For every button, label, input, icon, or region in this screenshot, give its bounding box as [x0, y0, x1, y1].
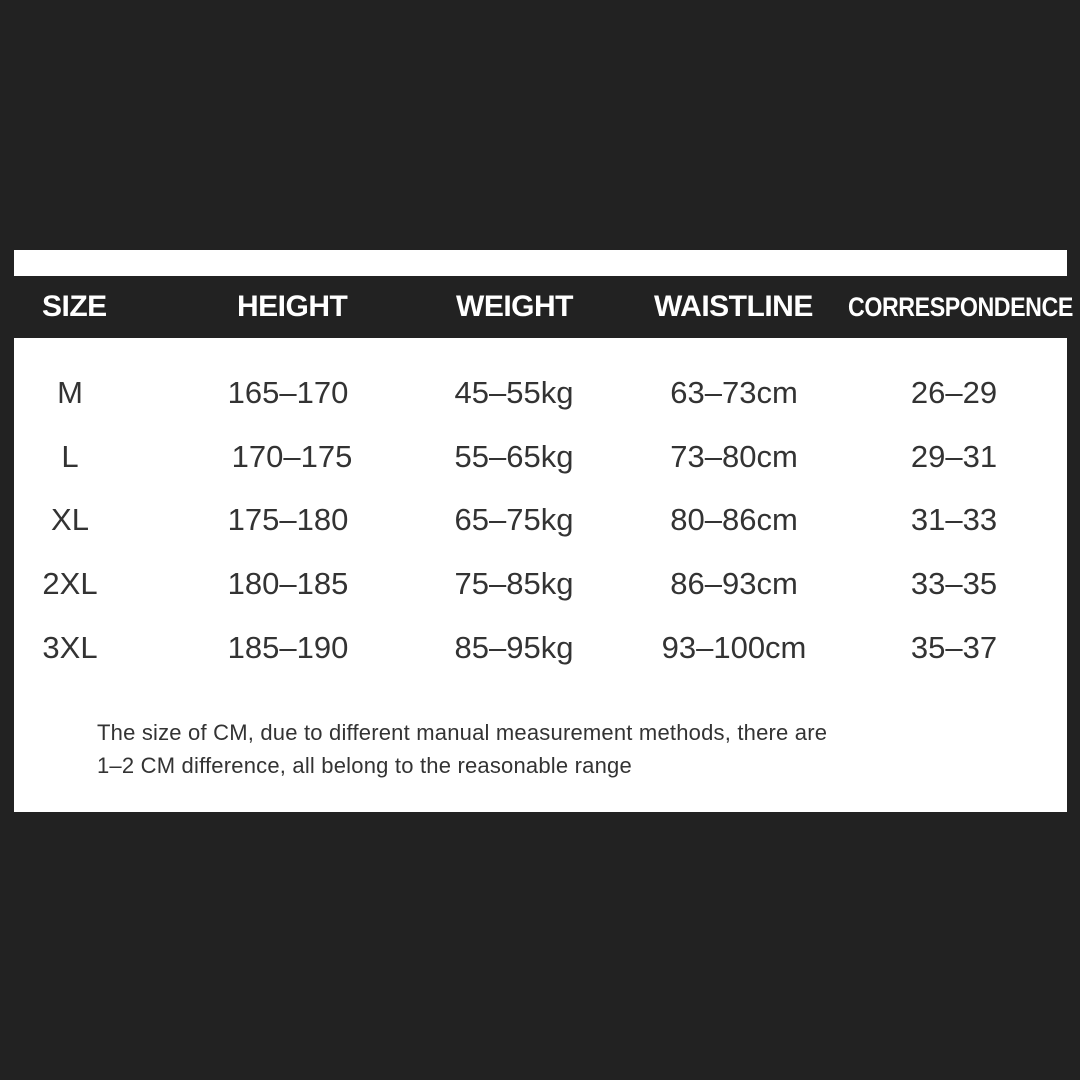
cell-size: 3XL	[42, 630, 98, 665]
cell-size: M	[57, 375, 83, 410]
top-white-strip	[14, 250, 1067, 276]
cell-size: XL	[51, 502, 89, 537]
table-row	[14, 433, 1067, 481]
cell-waistline: 80–86cm	[670, 502, 798, 537]
table-row	[14, 624, 1067, 672]
cell-weight: 45–55kg	[454, 375, 574, 410]
cell-weight: 85–95kg	[454, 630, 574, 665]
cell-height: 180–185	[227, 566, 349, 601]
cell-waistline: 63–73cm	[670, 375, 798, 410]
cell-weight: 75–85kg	[454, 566, 574, 601]
cell-correspondence: 26–29	[910, 375, 998, 410]
cell-correspondence: 29–31	[910, 439, 998, 474]
cell-correspondence: 31–33	[910, 502, 998, 537]
header-height: HEIGHT	[237, 290, 348, 323]
cell-waistline: 86–93cm	[670, 566, 798, 601]
note-line-1: The size of CM, due to different manual measurement methods, there are	[97, 720, 828, 745]
table-header	[14, 276, 1073, 338]
header-size: SIZE	[42, 290, 107, 323]
table-row	[14, 496, 1067, 544]
cell-height: 185–190	[227, 630, 349, 665]
table-body	[14, 338, 1067, 812]
note-line-2: 1–2 CM difference, all belong to the reasonable range	[97, 753, 632, 778]
table-row	[14, 560, 1067, 608]
cell-waistline: 93–100cm	[661, 630, 807, 665]
cell-weight: 55–65kg	[454, 439, 574, 474]
cell-height: 175–180	[227, 502, 349, 537]
header-waistline: WAISTLINE	[654, 290, 813, 323]
cell-weight: 65–75kg	[454, 502, 574, 537]
cell-waistline: 73–80cm	[670, 439, 798, 474]
cell-height: 165–170	[227, 375, 349, 410]
cell-correspondence: 33–35	[910, 566, 998, 601]
measurement-note	[97, 716, 997, 782]
header-weight: WEIGHT	[456, 290, 573, 323]
cell-correspondence: 35–37	[910, 630, 998, 665]
cell-size: 2XL	[42, 566, 98, 601]
cell-height: 170–175	[231, 439, 353, 474]
header-correspondence: CORRESPONDENCE	[848, 292, 1073, 322]
cell-size: L	[61, 439, 79, 474]
table-row	[14, 369, 1067, 417]
